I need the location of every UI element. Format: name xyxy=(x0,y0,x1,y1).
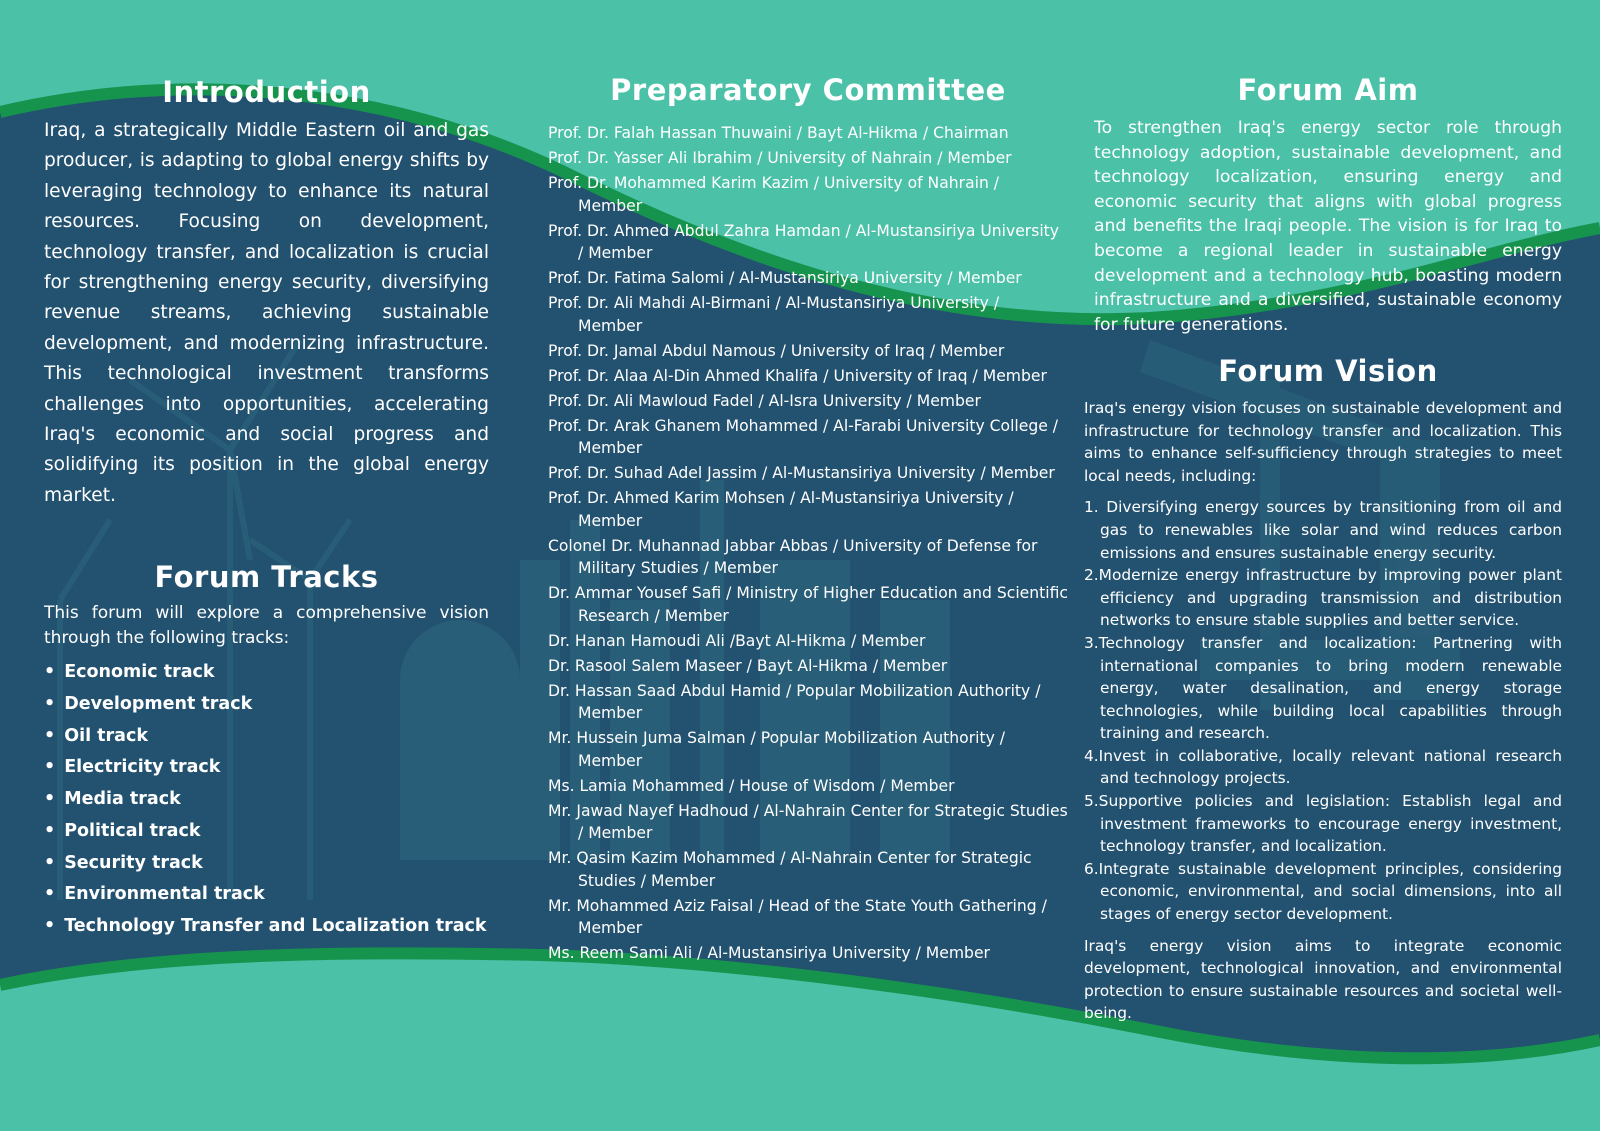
committee-member: Dr. Hanan Hamoudi Ali /Bayt Al-Hikma / Member xyxy=(548,631,926,650)
vision-item: 3.Technology transfer and localization: Partnering with international companies to bring modern renewable energy, water desalination, and energy storage technologies, while building local capabilities through training and research. xyxy=(1084,633,1562,743)
committee-member: Mr. Mohammed Aziz Faisal / Head of the State Youth Gathering / Member xyxy=(548,896,1047,937)
committee-member: Prof. Dr. Ahmed Karim Mohsen / Al-Mustansiriya University / Member xyxy=(548,489,1014,530)
committee-member: Prof. Dr. Yasser Ali Ibrahim / University of Nahrain / Member xyxy=(548,149,1012,167)
committee-member: Colonel Dr. Muhannad Jabbar Abbas / University of Defense for Military Studies / Member xyxy=(548,536,1038,577)
forum-vision-outro: Iraq's energy vision aims to integrate economic development, technological innovation, and environmental protection to ensure sustainable resources and societal well-being. xyxy=(1084,936,1562,1023)
committee-member: Dr. Hassan Saad Abdul Hamid / Popular Mobilization Authority / Member xyxy=(548,681,1041,722)
committee-member: Prof. Dr. Alaa Al-Din Ahmed Khalifa / University of Iraq / Member xyxy=(548,366,1047,385)
committee-member: Prof. Dr. Arak Ghanem Mohammed / Al-Farabi University College / Member xyxy=(548,416,1059,457)
track-item: • Oil track xyxy=(44,721,489,753)
forum-tracks-intro: This forum will explore a comprehensive vision through the following tracks: xyxy=(44,603,489,649)
committee-member: Prof. Dr. Falah Hassan Thuwaini / Bayt Al-Hikma / Chairman xyxy=(548,124,1009,142)
introduction-title: Introduction xyxy=(162,75,371,109)
track-item: • Security track xyxy=(44,848,489,880)
vision-item: 6.Integrate sustainable development principles, considering economic, environmental, and social dimensions, into all stages of energy sector development. xyxy=(1084,859,1562,924)
vision-item: 4.Invest in collaborative, locally relevant national research and technology projects. xyxy=(1084,746,1562,788)
committee-member: Prof. Dr. Fatima Salomi / Al-Mustansiriya University / Member xyxy=(548,269,1022,287)
track-item: • Media track xyxy=(44,784,489,816)
committee-member: Prof. Dr. Ali Mahdi Al-Birmani / Al-Mustansiriya University / Member xyxy=(548,294,1000,335)
committee-member: Dr. Ammar Yousef Safi / Ministry of Higher Education and Scientific Research / Member xyxy=(548,584,1068,625)
committee-member: Ms. Reem Sami Ali / Al-Mustansiriya University / Member xyxy=(548,944,990,962)
right-column xyxy=(1084,70,1562,1025)
track-item: • Technology Transfer and Localization track xyxy=(44,911,489,943)
forum-aim-title: Forum Aim xyxy=(1237,73,1419,107)
committee-member: Prof. Dr. Ahmed Abdul Zahra Hamdan / Al-Mustansiriya University / Member xyxy=(548,221,1059,262)
track-item: • Development track xyxy=(44,689,489,721)
committee-member: Prof. Dr. Jamal Abdul Namous / University of Iraq / Member xyxy=(548,341,1005,360)
committee-member: Mr. Qasim Kazim Mohammed / Al-Nahrain Center for Strategic Studies / Member xyxy=(548,849,1032,890)
forum-tracks-list xyxy=(44,657,489,942)
committee-member: Prof. Dr. Mohammed Karim Kazim / University of Nahrain / Member xyxy=(548,174,1000,215)
committee-member: Dr. Rasool Salem Maseer / Bayt Al-Hikma / Member xyxy=(548,656,948,675)
forum-tracks-title: Forum Tracks xyxy=(154,560,379,595)
vision-item: 5.Supportive policies and legislation: Establish legal and investment frameworks to encourage energy investment, technology transfer, and localization. xyxy=(1084,792,1562,856)
track-item: • Environmental track xyxy=(44,879,489,911)
middle-column xyxy=(548,70,1068,967)
committee-title: Preparatory Committee xyxy=(610,73,1006,107)
forum-vision-list xyxy=(1084,496,1562,925)
committee-member: Mr. Jawad Nayef Hadhoud / Al-Nahrain Center for Strategic Studies / Member xyxy=(548,801,1068,842)
committee-list xyxy=(548,122,1068,965)
track-item: • Economic track xyxy=(44,657,489,689)
vision-item: 2.Modernize energy infrastructure by improving power plant efficiency and upgrading transmission and distribution networks to ensure stable supplies and better service. xyxy=(1084,566,1562,630)
forum-vision-title: Forum Vision xyxy=(1218,354,1438,389)
committee-member: Prof. Dr. Ali Mawloud Fadel / Al-Isra University / Member xyxy=(548,391,981,410)
committee-member: Prof. Dr. Suhad Adel Jassim / Al-Mustansiriya University / Member xyxy=(548,464,1055,482)
forum-aim-body: To strengthen Iraq's energy sector role through technology adoption, sustainable development, and technology localization, ensuring energy and economic security that aligns with global progress and benefits the Iraqi people. The vision is for Iraq to become a regional leader in sustainable energy development and a technology hub, boasting modern infrastructure and a diversified, sustainable economy for future generations. xyxy=(1094,118,1562,335)
committee-member: Ms. Lamia Mohammed / House of Wisdom / Member xyxy=(548,776,955,795)
forum-vision-intro: Iraq's energy vision focuses on sustainable development and infrastructure for technology transfer and localization. This aims to enhance self-sufficiency through strategies to meet local needs, including: xyxy=(1084,399,1562,485)
committee-member: Mr. Hussein Juma Salman / Popular Mobilization Authority / Member xyxy=(548,729,1006,770)
vision-item: 1. Diversifying energy sources by transitioning from oil and gas to renewables like solar and wind reduces carbon emissions and ensures sustainable energy security. xyxy=(1084,498,1562,562)
track-item: • Electricity track xyxy=(44,752,489,784)
left-column xyxy=(44,72,489,943)
track-item: • Political track xyxy=(44,816,489,848)
introduction-body: Iraq, a strategically Middle Eastern oil and gas producer, is adapting to global energy shifts by leveraging technology to enhance its natural resources. Focusing on development, technology transfer, and localization is crucial for strengthening energy security, diversifying revenue streams, achieving sustainable development, and modernizing infrastructure. This technological investment transforms challenges into opportunities, accelerating Iraq's economic and social progress and solidifying its position in the global energy market. xyxy=(44,120,489,506)
